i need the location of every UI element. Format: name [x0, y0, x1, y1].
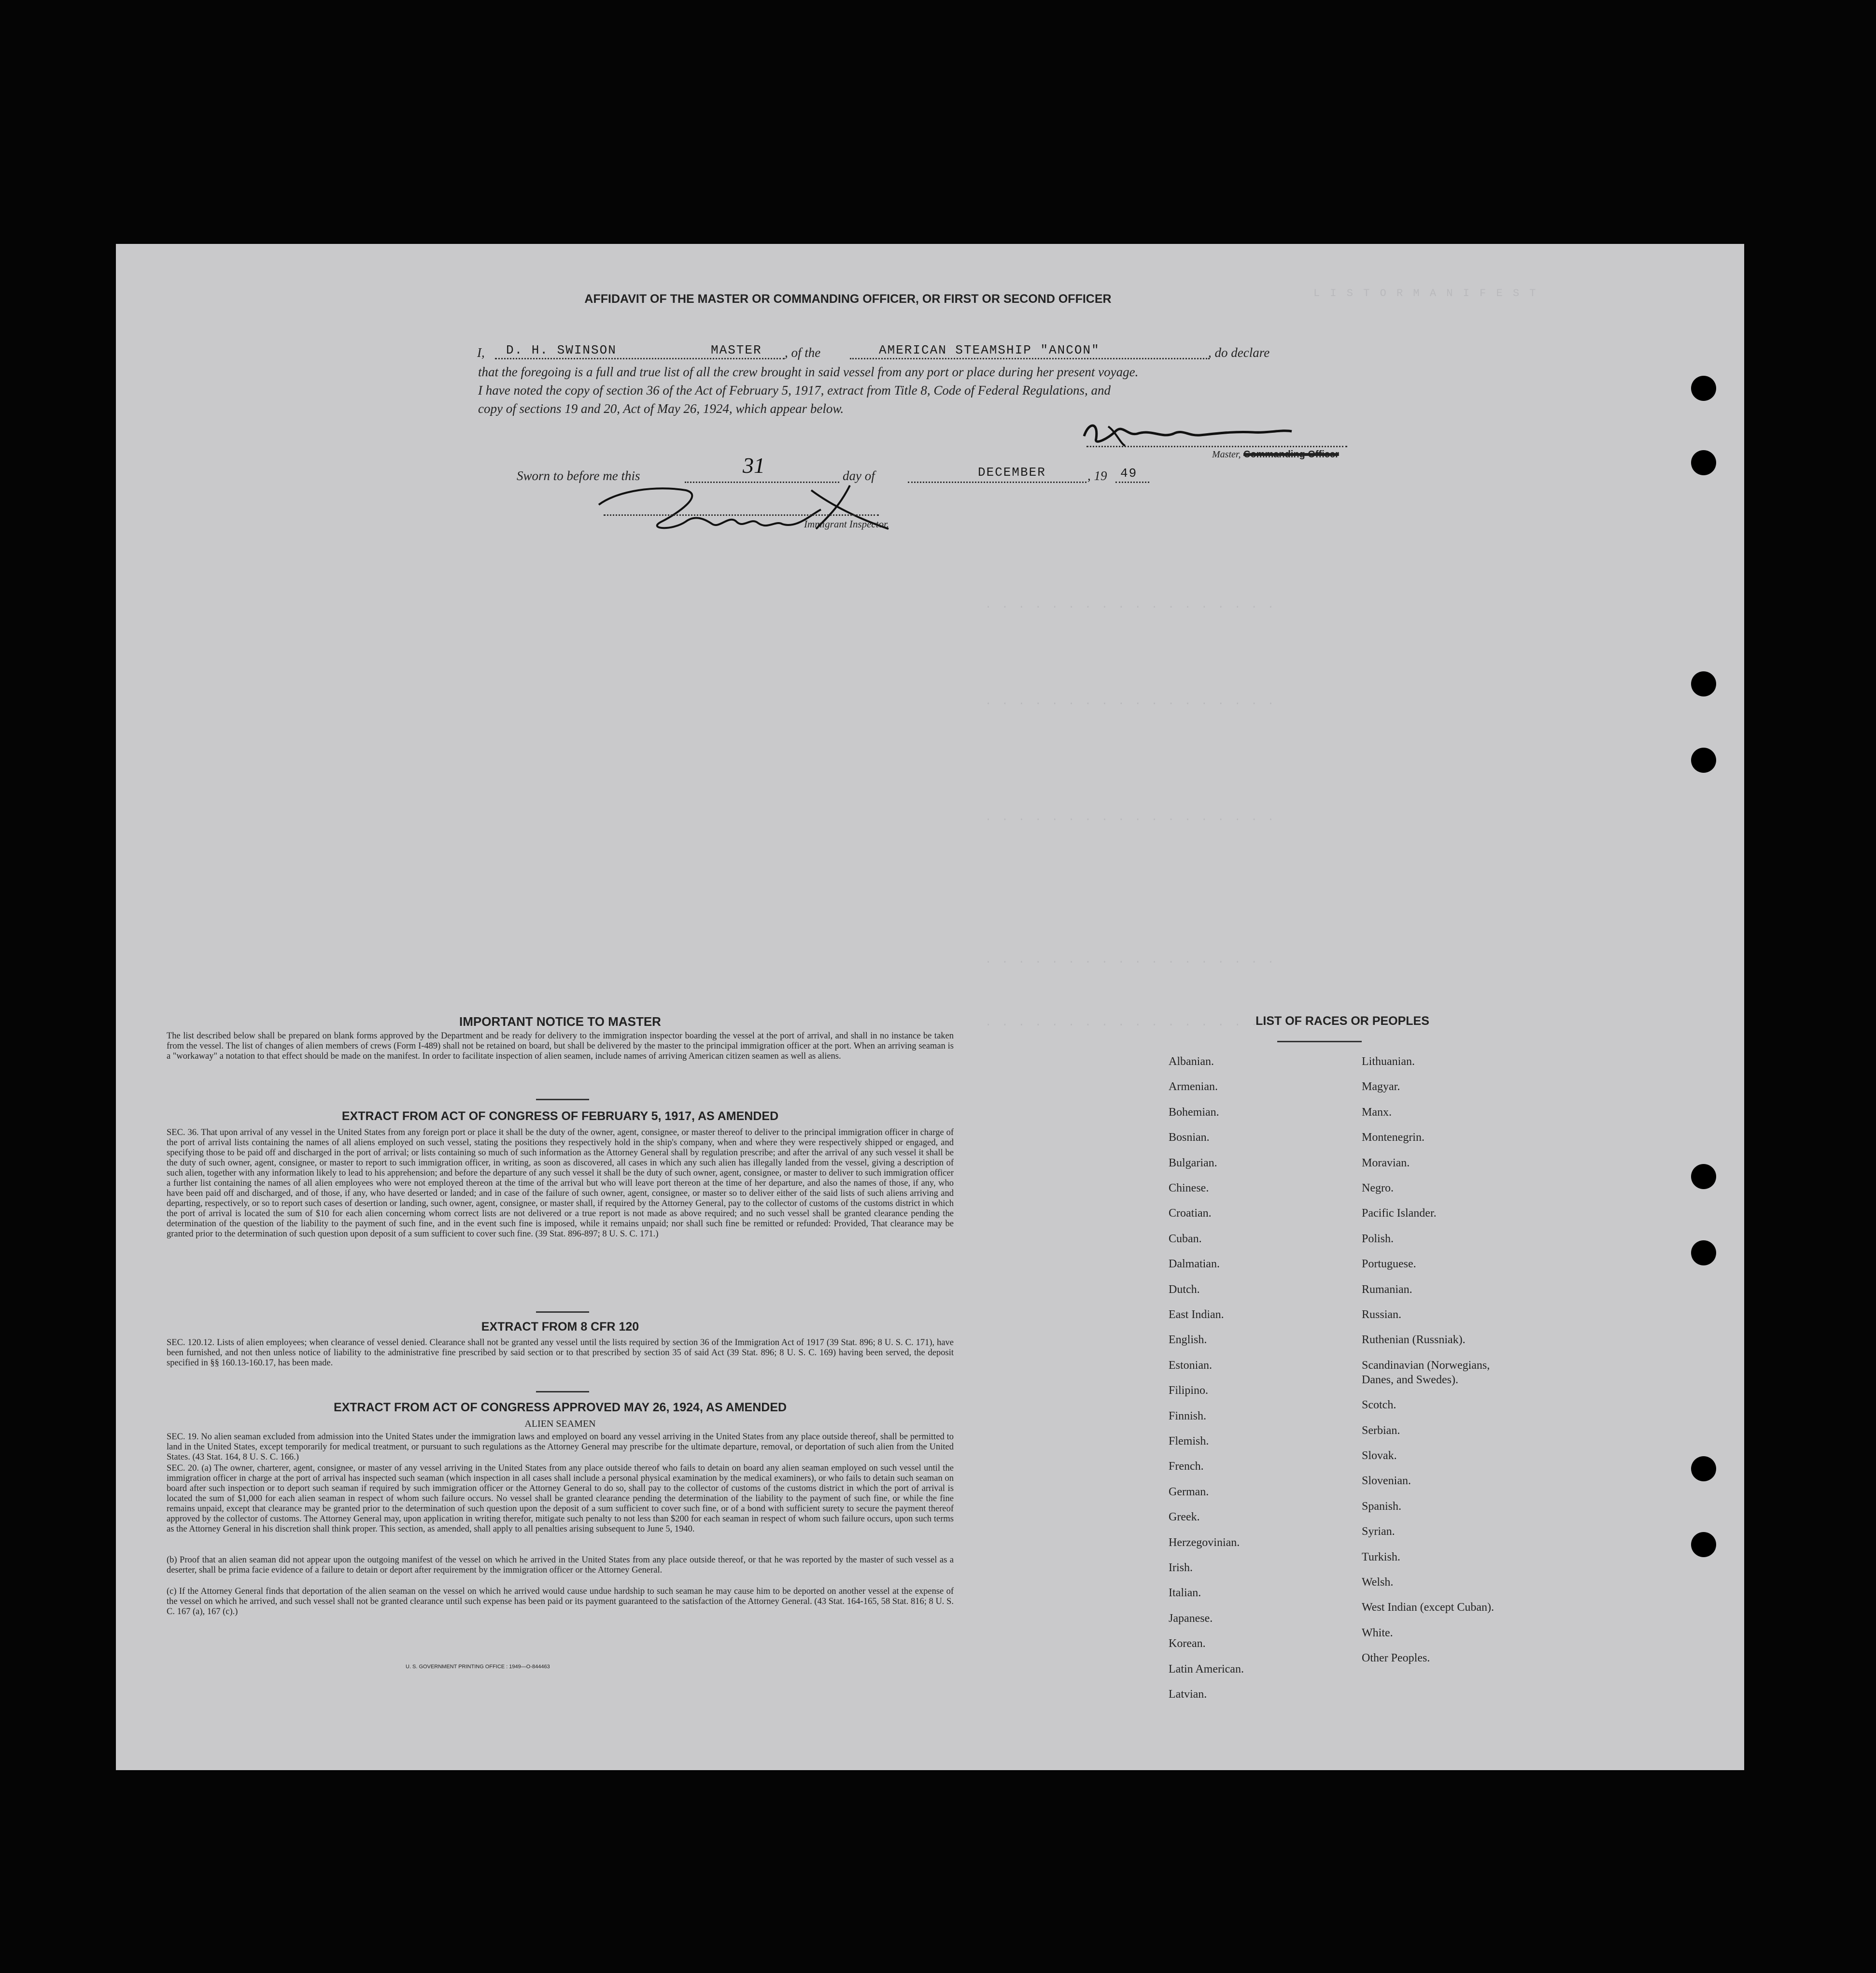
master-rank: MASTER: [711, 343, 762, 357]
extract-1924-sec19: SEC. 19. No alien seaman excluded from admission into the United States under the immigration laws and employed on board any vessel arriving in the United States from any place outside thereof, shall be permitted to land in the United States, except temporarily for medical treatment, or pursuant to such regulations as the Attorney General may prescribe for the ultimate departure, removal, or deportation of such alien from the United States. (43 Stat. 164, 8 U. S. C. 166.): [167, 1432, 954, 1462]
race-item: West Indian (except Cuban).: [1362, 1601, 1494, 1614]
race-item: Dalmatian.: [1169, 1258, 1220, 1271]
extract-1924-title: EXTRACT FROM ACT OF CONGRESS APPROVED MAY 26, 1924, AS AMENDED: [333, 1401, 787, 1414]
race-item: Slovak.: [1362, 1449, 1397, 1462]
race-item: Magyar.: [1362, 1080, 1400, 1093]
races-divider: [1277, 1041, 1362, 1042]
affidavit-title: AFFIDAVIT OF THE MASTER OR COMMANDING OFFICER, OR FIRST OR SECOND OFFICER: [584, 292, 1112, 306]
bleed-through-text: . . . . . . . . . . . . . . . . . .: [985, 954, 1276, 966]
race-item: East Indian.: [1169, 1308, 1224, 1321]
race-item: Italian.: [1169, 1587, 1201, 1600]
race-item: German.: [1169, 1485, 1209, 1498]
declare-label: , do declare: [1208, 345, 1270, 360]
name-line: [495, 358, 785, 359]
extract-cfr-body: SEC. 120.12. Lists of alien employees; when clearance of vessel denied. Clearance shall not be granted any vessel until the lists required by section 36 of the Immigration Act of 1917 (39 Stat. 896; 8 U. S. C. 171), have been furnished, and not then unless notice of liability to the administrative fine prescribed by said section or to that prescribed by section 35 of said Act (39 Stat. 896; 8 U. S. C. 169) having been served, the deposit specified in §§ 160.13-160.17, has been made.: [167, 1338, 954, 1368]
race-item: Filipino.: [1169, 1384, 1209, 1397]
race-item: English.: [1169, 1334, 1207, 1347]
race-item: Danes, and Swedes).: [1362, 1373, 1458, 1386]
race-item: French.: [1169, 1460, 1204, 1473]
race-item: Irish.: [1169, 1561, 1193, 1574]
races-title: LIST OF RACES OR PEOPLES: [1255, 1014, 1429, 1028]
race-item: Rumanian.: [1362, 1283, 1412, 1296]
race-item: Syrian.: [1362, 1525, 1395, 1538]
race-item: Bulgarian.: [1169, 1156, 1217, 1169]
extract-1924-sec20c: (c) If the Attorney General finds that deportation of the alien seaman on the vessel on which he arrived would cause undue hardship to such seaman he may cause him to be deported on another vessel at the expense of the vessel on which he arrived, and such vessel shall not be granted clearance until such expense has been paid or its payment guaranteed to the satisfaction of the Attorney General. (43 Stat. 164-165, 58 Stat. 816; 8 U. S. C. 167 (a), 167 (c).): [167, 1587, 954, 1617]
race-item: Cuban.: [1169, 1232, 1202, 1245]
bleed-through-text: . . . . . . . . . . . . . . . . . .: [985, 811, 1276, 823]
race-item: Montenegrin.: [1362, 1131, 1425, 1144]
race-item: Portuguese.: [1362, 1258, 1416, 1271]
race-item: Manx.: [1362, 1106, 1392, 1119]
punch-hole: [1691, 748, 1716, 773]
day-handwritten: 31: [743, 453, 765, 478]
month: DECEMBER: [978, 465, 1046, 480]
document-page: [116, 244, 1744, 1770]
bleed-through-text: L I S T O R M A N I F E S T: [1313, 287, 1538, 299]
race-item: Polish.: [1362, 1232, 1394, 1245]
race-item: Pacific Islander.: [1362, 1207, 1437, 1220]
year-prefix: , 19: [1087, 468, 1107, 483]
race-item: Bosnian.: [1169, 1131, 1210, 1144]
race-item: Ruthenian (Russniak).: [1362, 1334, 1466, 1347]
bleed-through-text: . . . . . . . . . . . . . . . . . .: [985, 1017, 1276, 1029]
extract-1917-title: EXTRACT FROM ACT OF CONGRESS OF FEBRUARY 5, 1917, AS AMENDED: [341, 1109, 779, 1123]
race-item: Negro.: [1362, 1182, 1394, 1194]
race-item: Scotch.: [1362, 1399, 1396, 1412]
punch-hole: [1691, 671, 1716, 696]
master-title-label: Master,: [1212, 449, 1241, 460]
race-item: Latin American.: [1169, 1662, 1244, 1675]
vessel-name: AMERICAN STEAMSHIP "ANCON": [879, 343, 1100, 357]
bleed-through-text: . . . . . . . . . . . . . . . . . .: [985, 696, 1276, 708]
race-item: Croatian.: [1169, 1207, 1212, 1220]
race-item: Japanese.: [1169, 1612, 1213, 1625]
race-item: Chinese.: [1169, 1182, 1209, 1194]
of-the-label: , of the: [785, 345, 821, 360]
punch-hole: [1691, 450, 1716, 475]
race-item: Estonian.: [1169, 1359, 1212, 1372]
extract-cfr-title: EXTRACT FROM 8 CFR 120: [481, 1320, 639, 1334]
race-item: Bohemian.: [1169, 1106, 1219, 1119]
race-item: Slovenian.: [1362, 1475, 1411, 1488]
race-item: Herzegovinian.: [1169, 1536, 1240, 1549]
notice-title: IMPORTANT NOTICE TO MASTER: [459, 1014, 661, 1029]
affidavit-text-line: that the foregoing is a full and true list of all the crew brought in said vessel from any port or place during her present voyage.: [478, 365, 1139, 379]
race-item: Russian.: [1362, 1308, 1402, 1321]
master-signature-line: [1086, 446, 1347, 447]
extract-1924-subtitle: ALIEN SEAMEN: [524, 1419, 596, 1429]
sworn-label: Sworn to before me this: [517, 468, 640, 483]
year: 49: [1120, 466, 1138, 481]
inspector-signature-line: [604, 514, 879, 516]
race-item: Moravian.: [1362, 1156, 1410, 1169]
punch-hole: [1691, 376, 1716, 401]
race-item: Latvian.: [1169, 1688, 1207, 1701]
race-item: Greek.: [1169, 1511, 1200, 1524]
race-item: Korean.: [1169, 1637, 1206, 1650]
punch-hole: [1691, 1240, 1716, 1265]
punch-hole: [1691, 1456, 1716, 1481]
race-item: Spanish.: [1362, 1500, 1402, 1513]
extract-1924-sec20b: (b) Proof that an alien seaman did not appear upon the outgoing manifest of the vessel on which he arrived in the United States from any place outside thereof, or that he was reported by the master of such vessel as a deserter, shall be prima facie evidence of a failure to detain or deport after requirement by the immigration officer or the Attorney General.: [167, 1555, 954, 1575]
struck-commanding-officer: Commanding Officer: [1243, 449, 1339, 460]
race-item: Scandinavian (Norwegians,: [1362, 1359, 1490, 1372]
race-item: Serbian.: [1362, 1424, 1400, 1437]
section-divider: [536, 1391, 589, 1392]
race-item: White.: [1362, 1626, 1393, 1639]
day-of-label: day of: [843, 468, 875, 483]
race-item: Turkish.: [1362, 1550, 1400, 1563]
race-item: Welsh.: [1362, 1576, 1394, 1589]
punch-hole: [1691, 1164, 1716, 1189]
affidavit-lead: I,: [477, 345, 485, 360]
notice-body: The list described below shall be prepared on blank forms approved by the Department and be ready for delivery to the immigration inspector boarding the vessel at the port of arrival, and shall in no instance be taken from the vessel. The list of changes of alien members of crews (Form I-489) shall not be retained on board, but shall be delivered by the master to the principal immigration officer at the port. When an arriving seaman is a "workaway" a notation to that effect should be made on the manifest. In order to facilitate inspection of alien seamen, include names of arriving American citizen seamen as well as aliens.: [167, 1031, 954, 1061]
extract-1917-body: SEC. 36. That upon arrival of any vessel in the United States from any foreign port or place it shall be the duty of the owner, agent, consignee, or master thereof to deliver to the principal immigration officer in charge of the port of arrival lists containing the names of all aliens employed on such vessel, stating the positions they respectively hold in the ship's company, when and where they were respectively shipped or engaged, and specifying those to be paid off and discharged in the port of arrival; or lists containing so much of such information as the Attorney General shall by regulation prescribe; and after the arrival of any such vessel it shall be the duty of such owner, agent, consignee, or master to report to such immigration officer, in writing, as soon as discovered, all cases in which any such alien has illegally landed from the vessel, giving a description of such alien, together with any information likely to lead to his apprehension; and before the departure of any such vessel it shall be the duty of such owner, agent, consignee, or master to deliver to such immigration officer a further list containing the names of all alien employees who were not employed thereon at the time of the arrival but who will leave port thereon at the time of her departure, and also the names of those, if any, who have been paid off and discharged, and of those, if any, who have deserted or landed; and in case of the failure of such owner, agent, consignee, or master so to deliver either of the said lists of such aliens arriving and departing, respectively, or so to report such cases of desertion or landing, such owner, agent, consignee, or master shall, if required by the Attorney General, pay to the collector of customs of the customs district in which the port of arrival is located the sum of $10 for each alien concerning whom correct lists are not delivered or a true report is not made as above required; and no such vessel shall be granted clearance pending the determination of the question of the liability to the payment of such fine, and in the event such fine is imposed, while it remains unpaid; nor shall such fine be remitted or refunded: Provided, That clearance may be granted prior to the determination of such question upon deposit of a sum sufficient to cover such fine. (39 Stat. 896-897; 8 U. S. C. 171.): [167, 1128, 954, 1239]
race-item: Lithuanian.: [1362, 1055, 1415, 1068]
year-line: [1115, 482, 1149, 483]
race-item: Albanian.: [1169, 1055, 1214, 1068]
race-item: Other Peoples.: [1362, 1652, 1430, 1665]
inspector-label: Immigrant Inspector.: [804, 518, 889, 530]
gpo-imprint: U. S. GOVERNMENT PRINTING OFFICE : 1949—O-844463: [406, 1664, 550, 1670]
race-item: Flemish.: [1169, 1435, 1209, 1448]
master-name: D. H. SWINSON: [506, 343, 617, 357]
race-item: Armenian.: [1169, 1080, 1218, 1093]
section-divider: [536, 1099, 589, 1100]
affidavit-text-line: I have noted the copy of section 36 of the Act of February 5, 1917, extract from Title 8, Code of Federal Regulations, and: [478, 383, 1111, 397]
affidavit-text-line: copy of sections 19 and 20, Act of May 26, 1924, which appear below.: [478, 401, 844, 416]
bleed-through-text: . . . . . . . . . . . . . . . . . .: [985, 599, 1276, 611]
vessel-line: [850, 358, 1210, 359]
extract-1924-sec20a: SEC. 20. (a) The owner, charterer, agent, consignee, or master of any vessel arriving in the United States from any place outside thereof who fails to detain on board any alien seaman employed on such vessel until the immigration officer in charge at the port of arrival has inspected such seaman (which inspection in all cases shall include a personal physical examination by the medical examiners), or who fails to detain such seaman on board after such inspection or to deport such seaman if required by such immigration officer or the Attorney General to do so, shall pay to the collector of customs of the customs district in which the port of arrival is located the sum of $1,000 for each alien seaman in respect of whom such failure occurs. No vessel shall be granted clearance pending the determination of the liability to the payment of such fine, or while the fine remains unpaid, except that clearance may be granted prior to the determination of such question upon the deposit of a sum sufficient to cover such fine, or of a bond with sufficient surety to secure the payment thereof approved by the collector of customs. The Attorney General may, upon application in writing therefor, mitigate such penalty to not less than $200 for each seaman in respect of whom such failure occurs, upon such terms as the Attorney General in his discretion shall think proper. This section, as amended, shall apply to all penalties arising subsequent to June 5, 1940.: [167, 1463, 954, 1534]
section-divider: [536, 1311, 589, 1313]
race-item: Dutch.: [1169, 1283, 1200, 1296]
punch-hole: [1691, 1532, 1716, 1557]
race-item: Finnish.: [1169, 1409, 1207, 1422]
